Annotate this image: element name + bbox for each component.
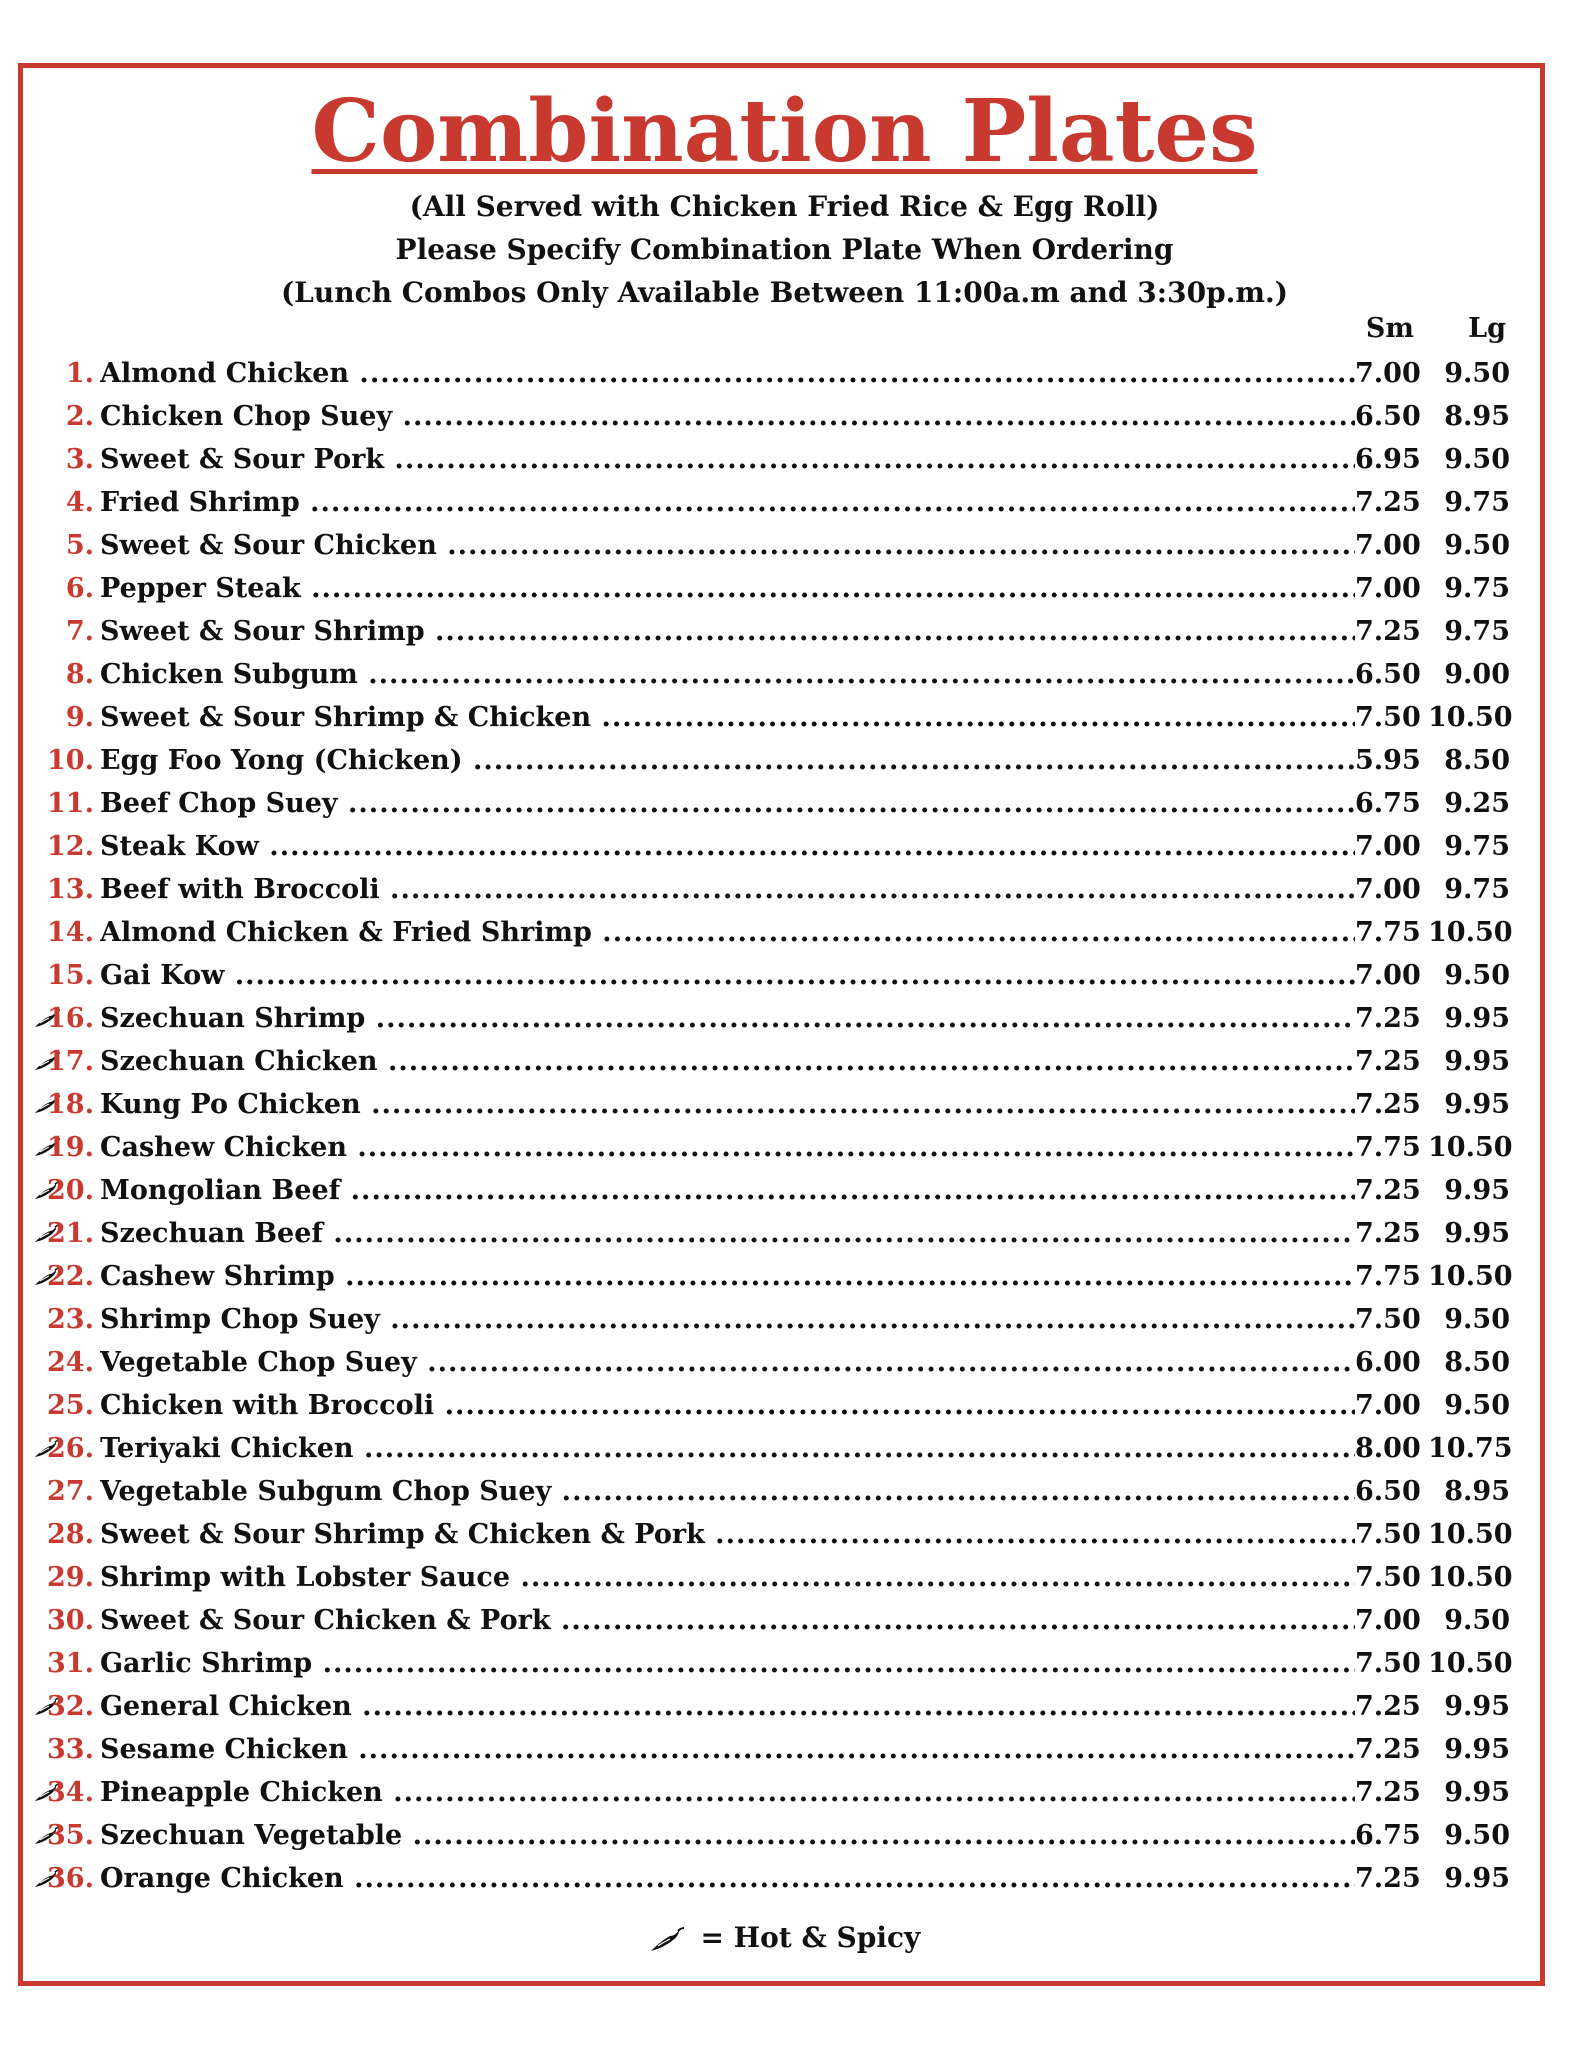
menu-item-price-large: 9.95 — [1444, 1863, 1510, 1894]
menu-item-name: Szechuan Vegetable ..... — [100, 1814, 1355, 1857]
menu-item-price-large: 10.50 — [1428, 702, 1513, 733]
menu-item-number: 31. — [47, 1648, 94, 1679]
menu-item-price-small: 7.25 — [1355, 481, 1417, 524]
menu-item-price-large: 10.50 — [1428, 1132, 1513, 1163]
menu-item-row — [0, 1857, 1569, 1900]
menu-item-name: Teriyaki Chicken ..... — [100, 1427, 1355, 1470]
menu-item-price-small: 7.00 — [1355, 954, 1417, 997]
menu-item-number: 20. — [47, 1175, 94, 1206]
menu-item-price-small: 6.50 — [1355, 395, 1417, 438]
menu-item-name: Sweet & Sour Shrimp & Chicken ..... — [100, 696, 1355, 739]
menu-item-price-large: 10.50 — [1428, 1261, 1513, 1292]
menu-item-price-small: 7.00 — [1355, 1384, 1417, 1427]
menu-item-price-large: 9.75 — [1444, 874, 1510, 905]
menu-item-name: Sweet & Sour Chicken ..... — [100, 524, 1355, 567]
menu-item-name: Vegetable Subgum Chop Suey ..... — [100, 1470, 1355, 1513]
menu-item-price-large: 9.50 — [1444, 960, 1510, 991]
menu-item-row — [0, 610, 1569, 653]
menu-item-row — [0, 696, 1569, 739]
menu-item-price-large: 9.50 — [1444, 358, 1510, 389]
menu-item-name: Szechuan Chicken ..... — [100, 1040, 1355, 1083]
menu-item-price-small: 7.75 — [1355, 1255, 1417, 1298]
spicy-legend — [0, 1918, 1569, 1958]
menu-item-name: Almond Chicken & Fried Shrimp ..... — [100, 911, 1355, 954]
menu-item-number: 23. — [47, 1304, 94, 1335]
menu-item-row — [0, 868, 1569, 911]
menu-item-price-small: 7.25 — [1355, 997, 1417, 1040]
menu-item-number: 11. — [47, 788, 94, 819]
menu-item-price-large: 9.50 — [1444, 444, 1510, 475]
menu-item-row — [0, 1341, 1569, 1384]
menu-item-name: Almond Chicken ..... — [100, 352, 1355, 395]
menu-item-price-small: 6.50 — [1355, 653, 1417, 696]
menu-item-price-small: 7.75 — [1355, 911, 1417, 954]
menu-item-price-small: 7.50 — [1355, 1513, 1417, 1556]
menu-item-price-small: 6.75 — [1355, 782, 1417, 825]
menu-item-number: 29. — [47, 1562, 94, 1593]
menu-item-number: 13. — [47, 874, 94, 905]
menu-item-row — [0, 567, 1569, 610]
menu-item-name: Sesame Chicken ..... — [100, 1728, 1355, 1771]
menu-item-number: 16. — [47, 1003, 94, 1034]
subtitle-served-with: (All Served with Chicken Fried Rice & Egg Roll) — [409, 190, 1160, 223]
menu-item-row — [0, 1599, 1569, 1642]
menu-item-row — [0, 911, 1569, 954]
menu-item-name: General Chicken ..... — [100, 1685, 1355, 1728]
menu-item-price-large: 9.95 — [1444, 1691, 1510, 1722]
menu-item-number: 30. — [47, 1605, 94, 1636]
menu-item-row — [0, 438, 1569, 481]
menu-item-price-large: 9.75 — [1444, 573, 1510, 604]
menu-item-price-small: 8.00 — [1355, 1427, 1417, 1470]
menu-item-name: Szechuan Beef ..... — [100, 1212, 1355, 1255]
menu-item-price-large: 9.95 — [1444, 1046, 1510, 1077]
menu-item-price-large: 9.75 — [1444, 616, 1510, 647]
menu-item-price-small: 7.00 — [1355, 524, 1417, 567]
menu-item-number: 1. — [65, 358, 94, 389]
column-header-large: Lg — [1468, 313, 1506, 344]
menu-item-name: Pineapple Chicken ..... — [100, 1771, 1355, 1814]
menu-item-name: Cashew Chicken ..... — [100, 1126, 1355, 1169]
menu-item-number: 8. — [65, 659, 94, 690]
menu-item-row — [0, 997, 1569, 1040]
menu-item-name: Sweet & Sour Pork ..... — [100, 438, 1355, 481]
menu-item-name: Pepper Steak ..... — [100, 567, 1355, 610]
menu-item-name: Chicken Chop Suey ..... — [100, 395, 1355, 438]
menu-item-name: Chicken with Broccoli ..... — [100, 1384, 1355, 1427]
menu-item-price-small: 6.00 — [1355, 1341, 1417, 1384]
menu-item-name: Egg Foo Yong (Chicken) ..... — [100, 739, 1355, 782]
menu-item-price-small: 5.95 — [1355, 739, 1417, 782]
menu-item-number: 4. — [65, 487, 94, 518]
menu-item-number: 25. — [47, 1390, 94, 1421]
menu-item-row — [0, 1083, 1569, 1126]
menu-item-number: 35. — [47, 1820, 94, 1851]
menu-item-row — [0, 395, 1569, 438]
menu-item-price-small: 7.00 — [1355, 868, 1417, 911]
menu-item-row — [0, 1040, 1569, 1083]
menu-item-number: 5. — [65, 530, 94, 561]
menu-item-row — [0, 481, 1569, 524]
menu-item-name: Shrimp with Lobster Sauce ..... — [100, 1556, 1355, 1599]
menu-item-price-large: 9.50 — [1444, 1820, 1510, 1851]
menu-item-price-small: 7.25 — [1355, 1169, 1417, 1212]
menu-item-name: Sweet & Sour Chicken & Pork ..... — [100, 1599, 1355, 1642]
menu-item-price-large: 9.95 — [1444, 1089, 1510, 1120]
subtitle-lunch-hours: (Lunch Combos Only Available Between 11:00a.m and 3:30p.m.) — [280, 276, 1289, 309]
subtitle-specify-plate: Please Specify Combination Plate When Ordering — [395, 233, 1174, 266]
menu-item-row — [0, 1169, 1569, 1212]
menu-item-number: 3. — [65, 444, 94, 475]
menu-item-row — [0, 352, 1569, 395]
menu-item-name: Sweet & Sour Shrimp & Chicken & Pork ..... — [100, 1513, 1355, 1556]
menu-item-row — [0, 653, 1569, 696]
menu-item-name: Beef Chop Suey ..... — [100, 782, 1355, 825]
menu-item-row — [0, 1298, 1569, 1341]
menu-item-price-large: 9.50 — [1444, 530, 1510, 561]
menu-item-number: 15. — [47, 960, 94, 991]
menu-item-number: 32. — [47, 1691, 94, 1722]
menu-item-price-large: 8.50 — [1444, 745, 1510, 776]
menu-item-row — [0, 782, 1569, 825]
menu-item-number: 14. — [47, 917, 94, 948]
menu-item-price-small: 7.00 — [1355, 567, 1417, 610]
menu-item-name: Szechuan Shrimp ..... — [100, 997, 1355, 1040]
menu-item-number: 18. — [47, 1089, 94, 1120]
menu-item-name: Steak Kow ..... — [100, 825, 1355, 868]
menu-item-price-small: 6.95 — [1355, 438, 1417, 481]
menu-item-number: 12. — [47, 831, 94, 862]
menu-item-row — [0, 1126, 1569, 1169]
menu-item-price-small: 7.25 — [1355, 1212, 1417, 1255]
menu-item-number: 28. — [47, 1519, 94, 1550]
menu-item-name: Chicken Subgum ..... — [100, 653, 1355, 696]
menu-item-price-small: 6.75 — [1355, 1814, 1417, 1857]
menu-item-number: 21. — [47, 1218, 94, 1249]
menu-item-price-small: 6.50 — [1355, 1470, 1417, 1513]
menu-item-price-small: 7.25 — [1355, 1083, 1417, 1126]
menu-item-price-small: 7.25 — [1355, 610, 1417, 653]
menu-item-number: 7. — [65, 616, 94, 647]
menu-item-price-large: 10.50 — [1428, 917, 1513, 948]
column-header-small: Sm — [1365, 313, 1414, 344]
menu-item-row — [0, 954, 1569, 997]
menu-item-row — [0, 1513, 1569, 1556]
menu-item-row — [0, 1427, 1569, 1470]
menu-item-list — [0, 352, 1569, 1900]
menu-item-name: Vegetable Chop Suey ..... — [100, 1341, 1355, 1384]
menu-item-number: 19. — [47, 1132, 94, 1163]
menu-item-price-large: 9.75 — [1444, 487, 1510, 518]
menu-item-price-large: 10.50 — [1428, 1519, 1513, 1550]
menu-item-number: 17. — [47, 1046, 94, 1077]
menu-item-number: 6. — [65, 573, 94, 604]
menu-item-price-large: 9.25 — [1444, 788, 1510, 819]
menu-item-name: Garlic Shrimp ..... — [100, 1642, 1355, 1685]
menu-item-price-small: 7.25 — [1355, 1685, 1417, 1728]
menu-item-price-large: 9.50 — [1444, 1390, 1510, 1421]
menu-item-price-large: 9.95 — [1444, 1003, 1510, 1034]
menu-item-price-large: 10.50 — [1428, 1562, 1513, 1593]
menu-item-price-small: 7.25 — [1355, 1040, 1417, 1083]
menu-item-price-large: 10.75 — [1428, 1433, 1513, 1464]
menu-item-price-small: 7.00 — [1355, 1599, 1417, 1642]
menu-item-name: Fried Shrimp ..... — [100, 481, 1355, 524]
menu-item-price-large: 9.50 — [1444, 1605, 1510, 1636]
menu-item-number: 34. — [47, 1777, 94, 1808]
menu-item-price-small: 7.50 — [1355, 1298, 1417, 1341]
menu-item-name: Shrimp Chop Suey ..... — [100, 1298, 1355, 1341]
menu-item-name: Gai Kow ..... — [100, 954, 1355, 997]
menu-item-row — [0, 825, 1569, 868]
menu-item-number: 10. — [47, 745, 94, 776]
menu-item-row — [0, 524, 1569, 567]
menu-item-price-small: 7.75 — [1355, 1126, 1417, 1169]
menu-item-price-small: 7.25 — [1355, 1857, 1417, 1900]
menu-item-price-large: 9.95 — [1444, 1175, 1510, 1206]
menu-item-number: 33. — [47, 1734, 94, 1765]
menu-item-price-large: 8.95 — [1444, 1476, 1510, 1507]
menu-item-row — [0, 1728, 1569, 1771]
menu-item-name: Cashew Shrimp ..... — [100, 1255, 1355, 1298]
menu-item-number: 26. — [47, 1433, 94, 1464]
menu-item-row — [0, 1771, 1569, 1814]
menu-item-price-small: 7.25 — [1355, 1728, 1417, 1771]
menu-item-price-small: 7.50 — [1355, 1556, 1417, 1599]
menu-item-price-small: 7.00 — [1355, 352, 1417, 395]
menu-item-price-small: 7.25 — [1355, 1771, 1417, 1814]
menu-item-price-large: 9.75 — [1444, 831, 1510, 862]
menu-item-price-large: 10.50 — [1428, 1648, 1513, 1679]
menu-item-name: Orange Chicken ..... — [100, 1857, 1355, 1900]
menu-item-number: 2. — [65, 401, 94, 432]
menu-item-name: Mongolian Beef ..... — [100, 1169, 1355, 1212]
menu-item-row — [0, 1642, 1569, 1685]
menu-item-number: 36. — [47, 1863, 94, 1894]
menu-item-price-large: 9.95 — [1444, 1777, 1510, 1808]
menu-item-row — [0, 1384, 1569, 1427]
menu-item-price-large: 9.00 — [1444, 659, 1510, 690]
menu-item-number: 24. — [47, 1347, 94, 1378]
legend-text: = Hot & Spicy — [700, 1921, 921, 1954]
menu-item-price-large: 8.95 — [1444, 401, 1510, 432]
menu-item-name: Sweet & Sour Shrimp ..... — [100, 610, 1355, 653]
menu-item-number: 27. — [47, 1476, 94, 1507]
menu-item-price-small: 7.50 — [1355, 1642, 1417, 1685]
menu-item-price-large: 9.95 — [1444, 1218, 1510, 1249]
menu-item-price-large: 9.50 — [1444, 1304, 1510, 1335]
menu-item-row — [0, 1255, 1569, 1298]
menu-item-price-large: 8.50 — [1444, 1347, 1510, 1378]
menu-item-row — [0, 1470, 1569, 1513]
menu-item-row — [0, 1685, 1569, 1728]
menu-item-number: 22. — [47, 1261, 94, 1292]
menu-item-name: Beef with Broccoli ..... — [100, 868, 1355, 911]
menu-item-row — [0, 739, 1569, 782]
menu-item-price-small: 7.50 — [1355, 696, 1417, 739]
menu-item-row — [0, 1814, 1569, 1857]
menu-item-price-large: 9.95 — [1444, 1734, 1510, 1765]
menu-item-number: 9. — [65, 702, 94, 733]
menu-item-name: Kung Po Chicken ..... — [100, 1083, 1355, 1126]
chili-pepper-icon — [649, 1927, 685, 1953]
menu-item-row — [0, 1556, 1569, 1599]
menu-item-row — [0, 1212, 1569, 1255]
page-title: Combination Plates — [311, 81, 1258, 182]
menu-item-price-small: 7.00 — [1355, 825, 1417, 868]
